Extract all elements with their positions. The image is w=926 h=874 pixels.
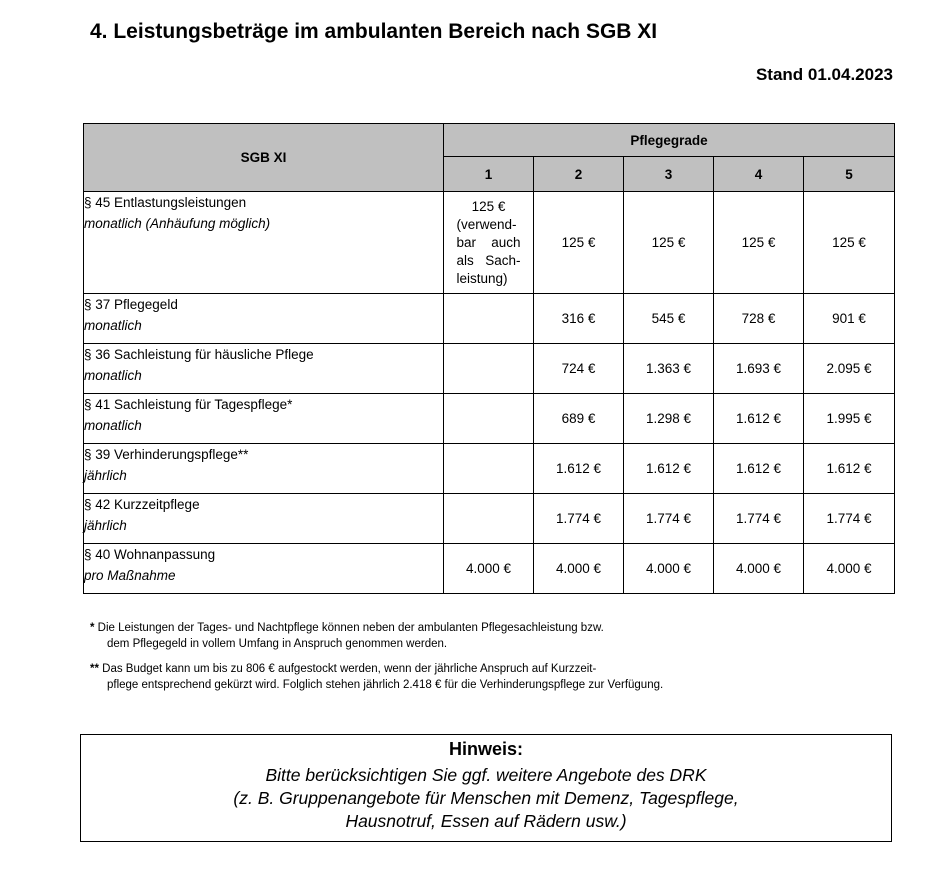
value-cell: 1.774 € [804,494,895,544]
value-cell: 689 € [534,394,624,444]
value-cell: 1.774 € [534,494,624,544]
value-cell: 1.774 € [624,494,714,544]
value-cell: 4.000 € [804,544,895,594]
footnotes [90,620,663,702]
value-cell: 1.363 € [624,344,714,394]
hint-heading: Hinweis: [448,739,523,759]
value-cell: 1.774 € [714,494,804,544]
grade-header: 3 [624,157,714,192]
value-cell: 125 € [534,192,624,294]
table-row [84,344,895,394]
grade-header: 2 [534,157,624,192]
row-sublabel: monatlich [84,418,142,433]
row-label-cell [84,544,444,594]
row-sublabel: pro Maßnahme [84,568,176,583]
row-label-cell [84,294,444,344]
value-cell: 724 € [534,344,624,394]
value-cell: 2.095 € [804,344,895,394]
row-label: § 37 Pflegegeld [84,297,178,312]
value-cell: 1.298 € [624,394,714,444]
hint-line: Bitte berücksichtigen Sie ggf. weitere Angebote des DRK [265,765,707,785]
footnote-marker: * [90,622,95,634]
footnote-text: pflege entsprechend gekürzt wird. Folglich stehen jährlich 2.418 € für die Verhinderungspflege zur Verfügung. [107,679,664,691]
row-label-cell [84,344,444,394]
hint-line: (z. B. Gruppenangebote für Menschen mit Demenz, Tagespflege, [233,788,739,808]
row-sublabel: monatlich [84,318,142,333]
row-label: § 41 Sachleistung für Tagespflege* [84,397,293,412]
hint-text [81,764,891,833]
table-row [84,494,895,544]
hint-line: Hausnotruf, Essen auf Rädern usw.) [345,811,627,831]
value-cell [444,192,534,294]
value-cell: 125 € [804,192,895,294]
value-cell [444,394,534,444]
value-cell: 901 € [804,294,895,344]
row-label-cell [84,494,444,544]
row-label-cell [84,192,444,294]
value-cell: 1.995 € [804,394,895,444]
value-cell: 545 € [624,294,714,344]
value-cell: 1.612 € [624,444,714,494]
grade1-cell-text [457,198,521,288]
value-cell: 1.612 € [714,444,804,494]
value-cell: 125 € [714,192,804,294]
grade-header: 5 [804,157,895,192]
group-header: Pflegegrade [444,124,895,157]
footnote-text: Die Leistungen der Tages- und Nachtpflege können neben der ambulanten Pflegesachleistung bzw. [94,622,604,634]
row-sublabel: monatlich [84,368,142,383]
value-cell: 1.693 € [714,344,804,394]
page-title: 4. Leistungsbeträge im ambulanten Bereich nach SGB XI [90,20,658,43]
value-cell: 1.612 € [714,394,804,444]
row-sublabel: jährlich [84,468,127,483]
grade-header: 1 [444,157,534,192]
value-cell [444,344,534,394]
table-row [84,192,895,294]
footnote [90,661,663,693]
footnote-text: dem Pflegegeld in vollem Umfang in Anspruch genommen werden. [107,638,448,650]
row-label-cell [84,444,444,494]
table-row [84,294,895,344]
corner-header: SGB XI [84,124,444,192]
value-cell: 1.612 € [534,444,624,494]
row-label: § 40 Wohnanpassung [84,547,216,562]
grade1-note: (verwend-bar auch als Sach-leistung) [456,216,521,286]
table-row [84,394,895,444]
benefits-table [83,123,895,594]
row-label: § 36 Sachleistung für häusliche Pflege [84,347,314,362]
hint-box [80,734,892,842]
row-label: § 45 Entlastungsleistungen [84,195,247,210]
value-cell: 125 € [624,192,714,294]
row-label-cell [84,394,444,444]
stand-date: Stand 01.04.2023 [755,65,893,84]
footnote-text: Das Budget kann um bis zu 806 € aufgestockt werden, wenn der jährliche Anspruch auf Kurzzeit- [98,663,597,675]
value-cell: 4.000 € [444,544,534,594]
row-label: § 42 Kurzzeitpflege [84,497,200,512]
value-cell: 4.000 € [534,544,624,594]
value-cell: 4.000 € [624,544,714,594]
table-row [84,444,895,494]
value-cell: 316 € [534,294,624,344]
grade1-amount: 125 € [471,198,506,214]
footnote-marker: ** [90,663,99,675]
value-cell: 728 € [714,294,804,344]
table-row [84,544,895,594]
value-cell: 4.000 € [714,544,804,594]
row-label: § 39 Verhinderungspflege** [84,447,249,462]
value-cell [444,294,534,344]
value-cell [444,444,534,494]
value-cell [444,494,534,544]
row-sublabel: jährlich [84,518,127,533]
grade-header: 4 [714,157,804,192]
value-cell: 1.612 € [804,444,895,494]
row-sublabel: monatlich (Anhäufung möglich) [84,216,271,231]
footnote [90,620,663,652]
